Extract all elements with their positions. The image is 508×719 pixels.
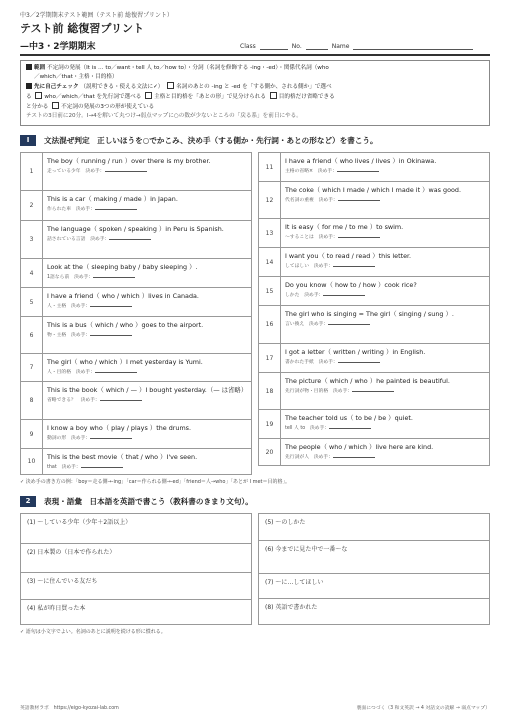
page-subtitle: —中3・2学期期末 xyxy=(20,42,96,52)
question-row xyxy=(20,419,252,448)
question-number: 17 xyxy=(259,344,281,372)
question-text[interactable]: I want you（ to read / read ）this letter. xyxy=(285,252,412,260)
question-text[interactable]: Do you know（ how to / how ）cook rice? xyxy=(285,281,417,289)
class-label: Class xyxy=(240,43,256,50)
question-number: 11 xyxy=(259,153,281,181)
info-box xyxy=(20,60,490,126)
hint-text: 話されている言語 xyxy=(47,237,86,242)
vocab-column-left xyxy=(20,513,252,625)
check-label: 先に自己チェック xyxy=(34,84,79,90)
answer-label: 決め手： xyxy=(333,389,353,394)
hint-text: 先行詞が物・目的格 xyxy=(285,389,329,394)
question-number: 10 xyxy=(21,449,43,474)
question-hint xyxy=(47,235,247,242)
worksheet-page xyxy=(20,10,490,637)
question-text[interactable]: I have a friend（ who lives / lives ）in Okinawa. xyxy=(285,157,437,165)
question-text[interactable]: The teacher told us（ to be / be ）quiet. xyxy=(285,414,413,422)
question-body xyxy=(281,153,489,181)
hint-text: 言い換え xyxy=(285,322,305,327)
question-row xyxy=(20,448,252,475)
section1-header xyxy=(20,132,490,148)
question-row xyxy=(20,287,252,316)
checkbox[interactable] xyxy=(52,102,59,109)
question-number: 8 xyxy=(21,382,43,419)
check-row-2 xyxy=(26,92,484,102)
range-row-2 xyxy=(26,73,484,82)
question-number: 16 xyxy=(259,306,281,343)
hint-text: 1語なら前 xyxy=(47,275,70,280)
hint-text: tell 人 to xyxy=(285,426,306,431)
question-row xyxy=(258,409,490,438)
check-item: who／which／that を先行詞で選べる xyxy=(44,94,142,100)
header-divider xyxy=(20,54,490,56)
question-hint xyxy=(47,331,247,338)
question-grid xyxy=(20,152,490,475)
hint-text: してほしい xyxy=(285,264,309,269)
question-body xyxy=(43,191,251,220)
question-row xyxy=(258,218,490,247)
hint-text: 物・主格 xyxy=(47,333,67,338)
question-row xyxy=(258,247,490,276)
question-number: 15 xyxy=(259,277,281,305)
answer-blank[interactable] xyxy=(93,273,135,278)
answer-blank[interactable] xyxy=(95,205,137,210)
answer-label: 決め手： xyxy=(90,237,110,242)
answer-label: 決め手： xyxy=(75,370,96,375)
question-text[interactable]: The coke（ which I made / which I made it ）was good. xyxy=(285,186,461,194)
vocab-item[interactable]: (7) ～に…してほしい xyxy=(258,573,490,598)
question-row xyxy=(20,190,252,220)
question-text[interactable]: The girl（ who / which ）I met yesterday is Yumi. xyxy=(47,358,203,366)
question-row xyxy=(20,152,252,190)
hint-text: 主格の省略× xyxy=(285,169,314,174)
answer-blank[interactable] xyxy=(90,434,132,439)
answer-label: 決め手： xyxy=(304,293,324,298)
answer-label: 決め手： xyxy=(318,235,338,240)
checkbox[interactable] xyxy=(145,92,152,99)
question-body xyxy=(281,439,489,465)
question-row xyxy=(258,372,490,409)
question-text[interactable]: The girl who is singing = The girl（ singing / sung ）. xyxy=(285,310,454,318)
question-body xyxy=(281,277,489,305)
question-body xyxy=(43,317,251,353)
answer-blank[interactable] xyxy=(338,196,380,201)
vocab-item[interactable]: (8) 英語で書かれた xyxy=(258,598,490,625)
question-text[interactable]: It is easy（ for me / to me ）to swim. xyxy=(285,223,404,231)
square-bullet-icon xyxy=(26,64,32,70)
section1-number: Ⅰ xyxy=(20,135,36,146)
answer-blank[interactable] xyxy=(338,233,380,238)
hint-text: 省略できる？ xyxy=(47,398,76,403)
vocab-column-right xyxy=(258,513,490,625)
question-number: 7 xyxy=(21,354,43,381)
answer-label: 決め手： xyxy=(80,398,100,403)
range-text: 不定詞の発展（It is … to／want・tell 人 to／how to）・分詞（名詞を修飾する -ing・-ed）・関係代名詞（who xyxy=(46,65,329,71)
check-item: 主格と目的格を「あとの形」で見分けられる xyxy=(154,94,266,100)
range-row xyxy=(26,64,484,73)
question-number: 9 xyxy=(21,420,43,448)
answer-label: 決め手： xyxy=(71,304,91,309)
answer-blank[interactable] xyxy=(328,320,370,325)
footer-left: 英語教材ラボ https://eigo-kyozai-lab.com xyxy=(20,706,119,711)
answer-label: 決め手： xyxy=(61,465,81,470)
question-number: 18 xyxy=(259,373,281,409)
question-row xyxy=(258,276,490,305)
question-number: 1 xyxy=(21,153,43,190)
answer-label: 決め手： xyxy=(74,275,94,280)
vocab-item[interactable]: (3) ～に住んでいる友だち xyxy=(20,572,252,599)
answer-blank[interactable] xyxy=(329,424,371,429)
question-text[interactable]: I know a boy who（ play / plays ）the drums. xyxy=(47,424,192,432)
question-hint xyxy=(285,387,485,394)
question-number: 19 xyxy=(259,410,281,438)
question-hint xyxy=(285,167,485,174)
vocab-item[interactable]: (1) ～している少年（少年＋2語以上） xyxy=(20,513,252,543)
question-text[interactable]: This is the best movie（ that / who ）I've seen. xyxy=(47,453,198,461)
hint-text: that xyxy=(47,465,57,470)
check-item: 目的格だけ省略できる xyxy=(278,94,335,100)
answer-blank[interactable] xyxy=(81,463,123,468)
question-hint xyxy=(47,302,247,309)
question-text[interactable]: I have a friend（ who / which ）lives in Canada. xyxy=(47,292,199,300)
answer-label: 決め手： xyxy=(317,169,338,174)
question-row xyxy=(20,381,252,419)
question-hint xyxy=(285,291,485,298)
answer-label: 決め手： xyxy=(313,264,334,269)
question-body xyxy=(43,420,251,448)
class-blank[interactable] xyxy=(260,43,288,50)
vocab-grid xyxy=(20,513,490,625)
question-row xyxy=(20,316,252,353)
question-number: 12 xyxy=(259,182,281,218)
hint-text: 作られた車 xyxy=(47,207,71,212)
student-info-line xyxy=(240,43,473,52)
no-label: No. xyxy=(291,43,302,50)
check-row xyxy=(26,82,484,92)
question-body xyxy=(281,306,489,343)
question-column-right xyxy=(258,152,490,475)
checkbox[interactable] xyxy=(167,82,174,89)
hint-text: 人・主格 xyxy=(47,304,67,309)
question-text[interactable]: This is a bus（ which / who ）goes to the airport. xyxy=(47,321,204,329)
hint-text: 走っている少年 xyxy=(47,169,81,174)
answer-blank[interactable] xyxy=(100,396,142,401)
question-number: 5 xyxy=(21,288,43,316)
question-text[interactable]: Look at the（ sleeping baby / baby sleeping ）. xyxy=(47,263,198,271)
answer-blank[interactable] xyxy=(352,387,394,392)
question-hint xyxy=(285,424,485,431)
question-text[interactable]: The people（ who / which ）live here are kind. xyxy=(285,443,434,451)
answer-blank[interactable] xyxy=(323,291,365,296)
hint-text: 代名詞の重複 xyxy=(285,198,314,203)
question-hint xyxy=(285,262,485,269)
question-row xyxy=(258,152,490,181)
question-number: 13 xyxy=(259,219,281,247)
checkbox[interactable] xyxy=(35,92,42,99)
hint-text: しかた xyxy=(285,293,300,298)
question-body xyxy=(43,259,251,287)
question-hint xyxy=(47,205,247,212)
question-text[interactable]: I got a letter（ written / writing ）in English. xyxy=(285,348,426,356)
vocab-item[interactable]: (5) ～のしかた xyxy=(258,513,490,540)
question-hint xyxy=(47,463,247,470)
hint-text: 書かれた手紙 xyxy=(285,360,314,365)
question-row xyxy=(258,438,490,466)
subtitle-row xyxy=(20,36,490,52)
question-number: 6 xyxy=(21,317,43,353)
question-text[interactable]: The language（ spoken / speaking ）in Peru is Spanish. xyxy=(47,225,224,233)
vocab-item[interactable]: (6) 今までに見た中で一番～な xyxy=(258,540,490,573)
question-body xyxy=(281,373,489,409)
hint-text: 人・目的格 xyxy=(47,370,71,375)
question-body xyxy=(43,382,251,419)
answer-label: 決め手： xyxy=(75,207,96,212)
question-text[interactable]: This is the book（ which / — ）I bought yesterday.（— は省略） xyxy=(47,386,248,394)
hint-text: 先行詞が人 xyxy=(285,455,309,460)
answer-label: 決め手： xyxy=(71,333,91,338)
question-body xyxy=(281,248,489,276)
checkbox[interactable] xyxy=(270,92,277,99)
square-bullet-icon xyxy=(26,83,32,89)
question-column-left xyxy=(20,152,252,475)
answer-label: 決め手： xyxy=(318,360,338,365)
question-body xyxy=(281,344,489,372)
hint-text: ～することは xyxy=(285,235,314,240)
question-row xyxy=(258,343,490,372)
answer-blank[interactable] xyxy=(90,302,132,307)
question-row xyxy=(20,353,252,381)
footer-right: 裏面につづく（3 和文英訳 → 4 対話文の読解 → 弱点マップ） xyxy=(356,706,490,711)
answer-blank[interactable] xyxy=(90,331,132,336)
answer-blank[interactable] xyxy=(337,167,379,172)
answer-label: 決め手： xyxy=(309,426,330,431)
question-hint xyxy=(47,396,247,403)
question-number: 2 xyxy=(21,191,43,220)
section1-footnote: ✓ 決め手の書き方の例：「boy＝走る側→-ing」「car＝作られる側→-ed」「friend＝人→who」「あとが I met＝目的格」。 xyxy=(20,479,291,485)
answer-label: 決め手： xyxy=(71,436,91,441)
question-number: 20 xyxy=(259,439,281,465)
question-row xyxy=(20,220,252,258)
header-top-label: 中3／2学期期末テスト範囲（テスト前 総復習プリント） xyxy=(20,12,173,19)
answer-blank[interactable] xyxy=(105,167,147,172)
question-hint xyxy=(285,196,485,203)
section2-title: 表現・語彙 日本語を英語で書こう（教科書のきまり文句）。 xyxy=(44,496,253,506)
question-row xyxy=(258,181,490,218)
answer-label: 決め手： xyxy=(318,198,338,203)
question-number: 4 xyxy=(21,259,43,287)
range-text-2: ／which／that・主格・目的格） xyxy=(34,74,118,80)
name-blank[interactable] xyxy=(353,43,473,50)
question-row xyxy=(20,258,252,287)
question-number: 14 xyxy=(259,248,281,276)
section2-footnote: ✓ 語句は小文字でよい。名詞のあとに説明を続ける形に慣れる。 xyxy=(20,629,166,635)
check-item: 名詞のあとの -ing と -ed を「する側か、される側か」で選べ xyxy=(176,84,332,90)
question-hint xyxy=(47,434,247,441)
page-footer xyxy=(20,704,490,711)
check-item: る xyxy=(26,94,32,100)
question-text[interactable]: The boy（ running / run ）over there is my brother. xyxy=(47,157,211,165)
answer-label: 決め手： xyxy=(313,455,334,460)
range-label: 範囲 xyxy=(34,65,46,71)
section2-header xyxy=(20,493,490,509)
question-text[interactable]: The picture（ which / who ）he painted is beautiful. xyxy=(285,377,450,385)
section2-number: 2 xyxy=(20,496,36,507)
question-body xyxy=(281,219,489,247)
question-body xyxy=(43,288,251,316)
question-body xyxy=(43,449,251,474)
info-note: テストの3日前に20分。Ⅰ→4を解いて丸つけ→弱点マップに○の数が少ないところの「戻る系」を前日にやる。 xyxy=(26,113,302,119)
check-row-3 xyxy=(26,102,484,112)
answer-blank[interactable] xyxy=(109,235,151,240)
question-body xyxy=(43,153,251,190)
check-item: 不定詞の発展の3つの形が使えている xyxy=(61,104,155,110)
question-hint xyxy=(285,358,485,365)
question-body xyxy=(281,410,489,438)
vocab-item[interactable]: (4) 私が昨日買った本 xyxy=(20,599,252,625)
question-hint xyxy=(285,453,485,460)
section1-title: 文法混ぜ判定 正しいほうを○でかこみ、決め手（する側か・先行詞・あとの形など）を書こう。 xyxy=(44,135,378,145)
answer-blank[interactable] xyxy=(338,358,380,363)
answer-blank[interactable] xyxy=(333,453,375,458)
question-number: 3 xyxy=(21,221,43,258)
question-body xyxy=(43,354,251,381)
hint-text: 動詞の形 xyxy=(47,436,67,441)
answer-blank[interactable] xyxy=(95,368,137,373)
no-blank[interactable] xyxy=(306,43,328,50)
answer-blank[interactable] xyxy=(333,262,375,267)
page-title: テスト前 総復習プリント xyxy=(20,22,144,35)
answer-label: 決め手： xyxy=(309,322,329,327)
question-body xyxy=(43,221,251,258)
question-hint xyxy=(47,273,247,280)
question-text[interactable]: This is a car（ making / made ）in Japan. xyxy=(47,195,178,203)
check-item: と分かる xyxy=(26,104,49,110)
question-row xyxy=(258,305,490,343)
question-hint xyxy=(285,233,485,240)
answer-label: 決め手： xyxy=(85,169,105,174)
name-label: Name xyxy=(331,43,350,50)
question-hint xyxy=(47,167,247,174)
question-hint xyxy=(47,368,247,375)
check-desc: （説明できる・使える文法に✓） xyxy=(80,84,164,90)
question-body xyxy=(281,182,489,218)
vocab-item[interactable]: (2) 日本製の（日本で作られた） xyxy=(20,543,252,572)
question-hint xyxy=(285,320,485,327)
